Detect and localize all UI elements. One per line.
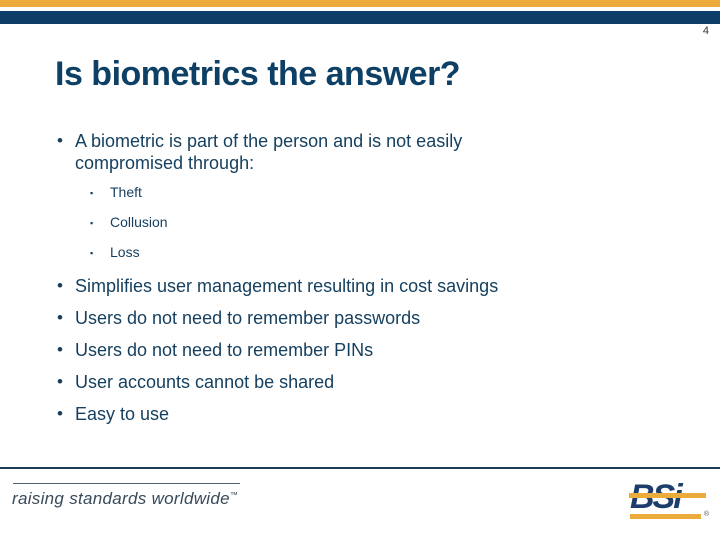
bullet-text: Easy to use — [75, 404, 170, 424]
bullet-dot-icon: • — [57, 372, 63, 391]
bullet-dot-icon: • — [57, 131, 63, 150]
bullet-text: User accounts cannot be shared — [75, 372, 335, 392]
trademark-symbol: ™ — [229, 490, 239, 500]
bullet-dot-icon: • — [57, 276, 63, 295]
bullet-text: Users do not need to remember passwords — [75, 308, 421, 328]
bullet-item — [50, 130, 610, 174]
bullet-text: Users do not need to remember PINs — [75, 340, 374, 360]
bsi-logo — [629, 485, 709, 520]
sub-bullet-item — [90, 214, 610, 232]
brand-tagline — [12, 489, 238, 509]
registered-mark-icon: ® — [703, 511, 709, 518]
sub-bullet-text: Collusion — [110, 214, 168, 230]
bullet-item — [50, 275, 610, 297]
bullet-dot-icon: • — [57, 404, 63, 423]
bsi-logo-underline — [630, 514, 701, 519]
square-bullet-icon: ▪ — [90, 248, 94, 258]
bullet-item — [50, 403, 610, 425]
top-header-bar — [0, 11, 720, 24]
bsi-logo-stripe — [629, 493, 706, 498]
square-bullet-icon: ▪ — [90, 188, 94, 198]
sub-bullet-text: Theft — [110, 184, 142, 200]
bullet-text: A biometric is part of the person and is not easily compromised through: — [75, 131, 463, 173]
bullet-dot-icon: • — [57, 340, 63, 359]
bullet-item — [50, 307, 610, 329]
footer-divider-line — [0, 467, 720, 469]
tagline-rule — [13, 483, 240, 484]
sub-bullet-list — [90, 184, 610, 262]
top-accent-bar — [0, 0, 720, 7]
sub-bullet-item — [90, 184, 610, 202]
bullet-item — [50, 371, 610, 393]
page-number: 4 — [702, 25, 709, 37]
square-bullet-icon: ▪ — [90, 218, 94, 228]
bullet-list — [50, 130, 610, 435]
bullet-dot-icon: • — [57, 308, 63, 327]
tagline-text: raising standards worldwide — [12, 489, 230, 508]
sub-bullet-text: Loss — [110, 244, 140, 260]
bullet-item — [50, 339, 610, 361]
slide-title: Is biometrics the answer? — [55, 55, 461, 93]
bullet-text: Simplifies user management resulting in cost savings — [75, 276, 499, 296]
sub-bullet-item — [90, 244, 610, 262]
